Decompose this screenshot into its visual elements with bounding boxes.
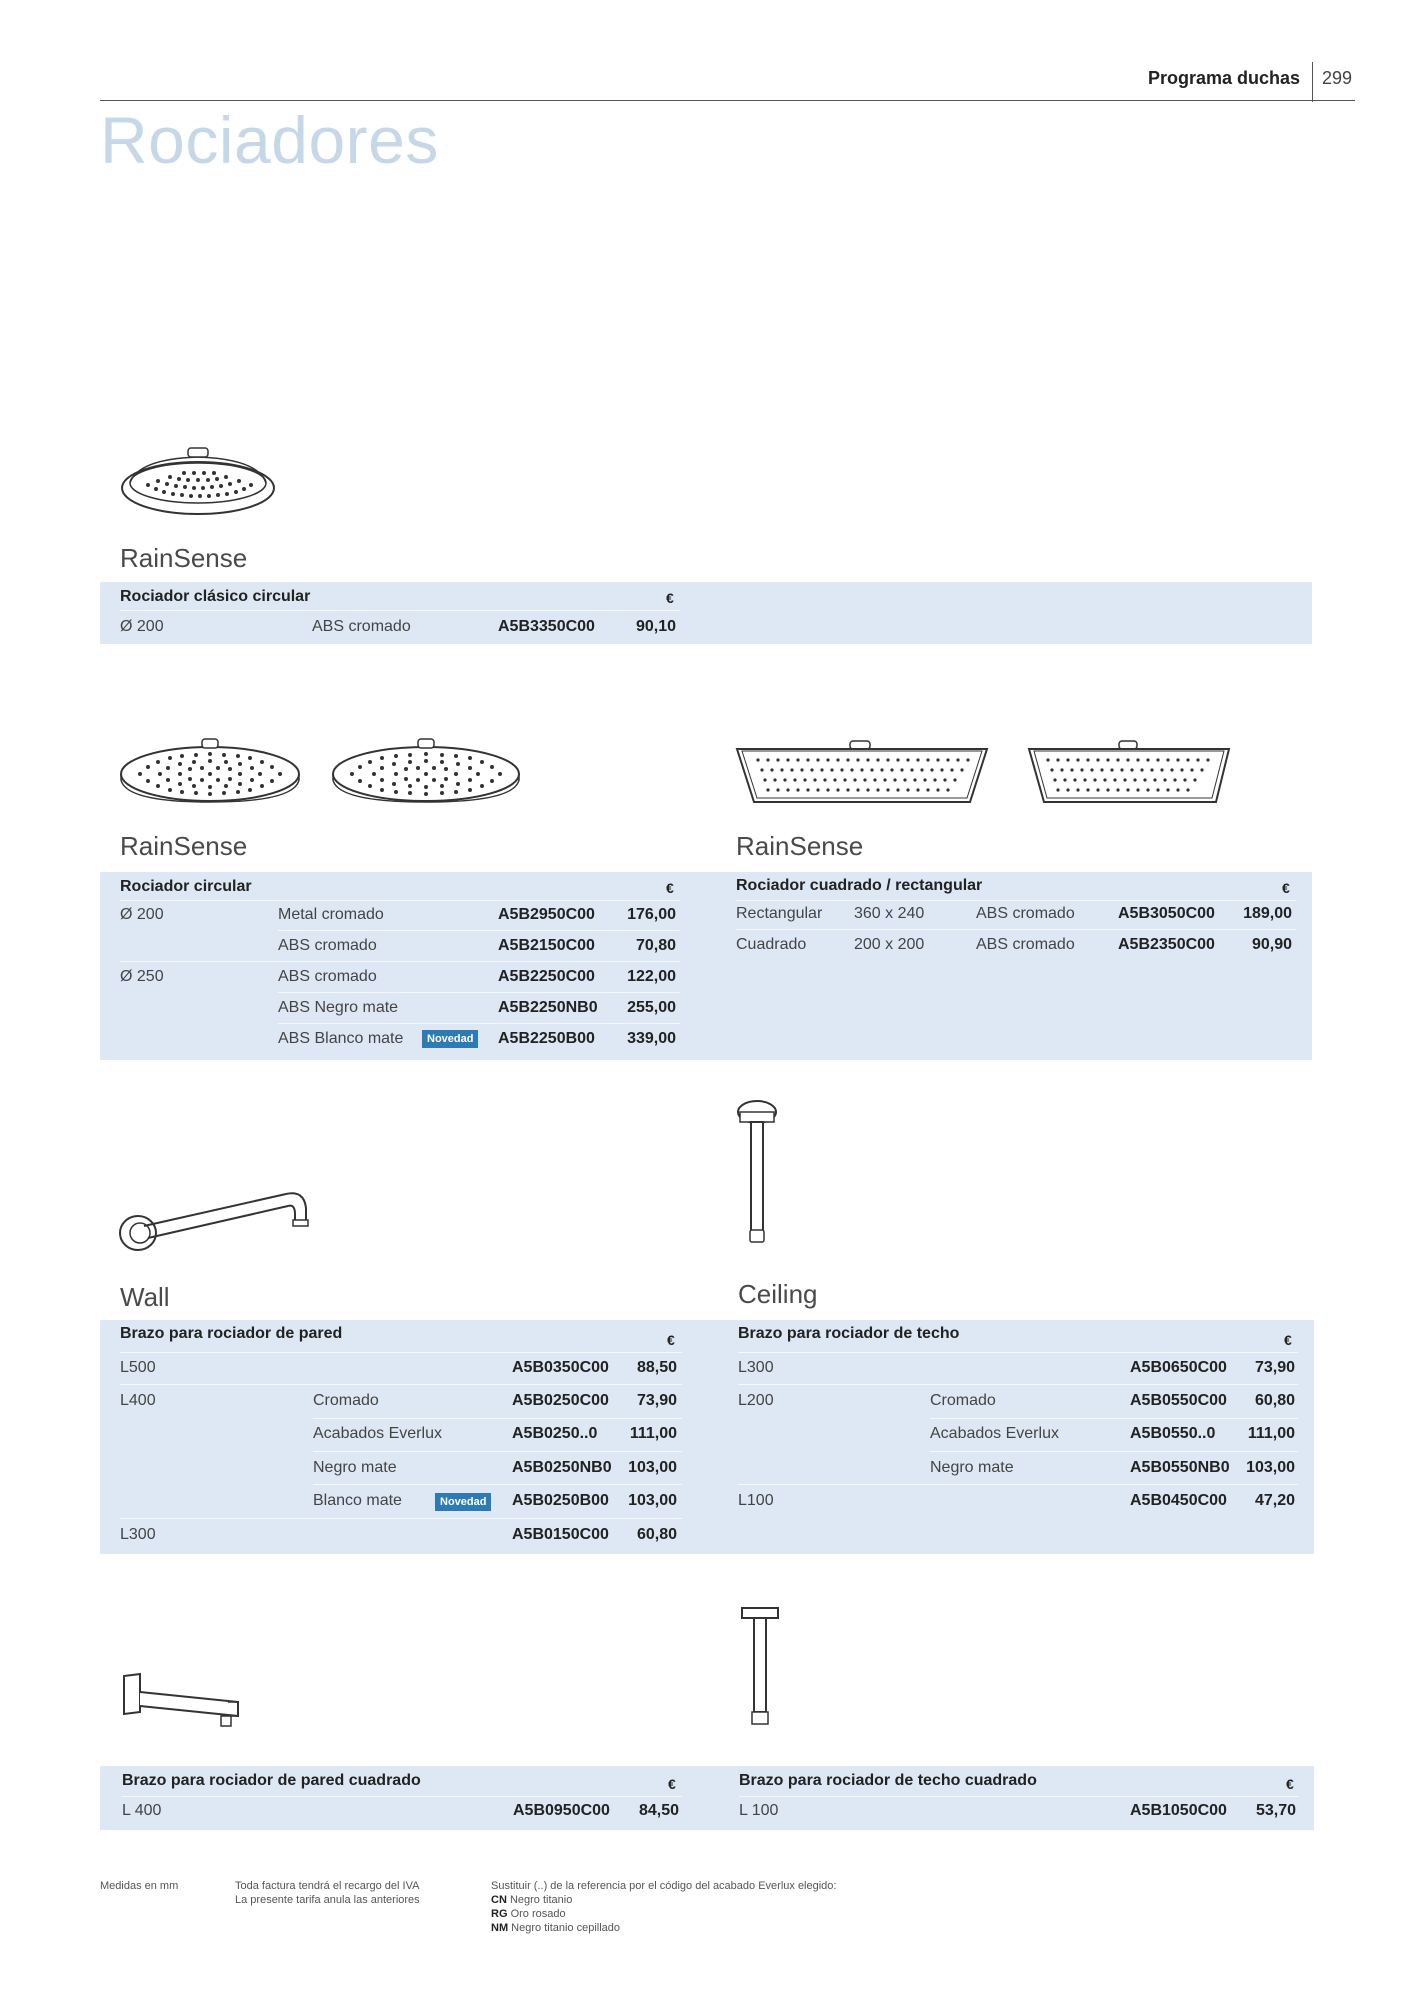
currency-symbol: € — [666, 590, 674, 606]
table-arms — [100, 1320, 1314, 1554]
cell-code: A5B0550C00 — [1130, 1392, 1227, 1409]
cell-finish: ABS cromado — [278, 968, 377, 985]
cell-price: 90,90 — [1251, 936, 1292, 953]
cell-price: 339,00 — [627, 1030, 676, 1047]
cell-price: 73,90 — [1254, 1359, 1295, 1376]
cell-code: A5B2150C00 — [498, 937, 595, 954]
header-rule — [100, 100, 1355, 101]
currency-symbol: € — [668, 1776, 676, 1792]
new-badge: Novedad — [422, 1030, 478, 1048]
row-divider — [120, 961, 680, 962]
cell-code: A5B1050C00 — [1130, 1802, 1227, 1819]
row-divider — [313, 1451, 682, 1452]
finish-code: CN — [491, 1894, 507, 1906]
cell-finish: Cromado — [313, 1392, 379, 1409]
row-divider — [736, 929, 1296, 930]
cell-price: 53,70 — [1255, 1802, 1296, 1819]
classic-shower-head-illustration — [118, 445, 278, 517]
footer-finish-item — [491, 1921, 836, 1935]
cell-price: 103,00 — [628, 1492, 677, 1509]
cell-finish: ABS cromado — [976, 905, 1075, 922]
table-heading-circular: Rociador circular — [120, 878, 252, 895]
finish-code: NM — [491, 1922, 509, 1934]
cell-code: A5B2350C00 — [1118, 936, 1215, 953]
cell-code: A5B0250NB0 — [512, 1459, 612, 1476]
footer-vat-line-2: La presente tarifa anula las anteriores — [235, 1894, 420, 1906]
table-round-square-shower-heads — [100, 872, 1312, 1060]
row-divider — [738, 1484, 1298, 1485]
page-number: 299 — [1322, 68, 1353, 88]
cell-size: L 100 — [739, 1802, 779, 1819]
wall-arm-illustration — [118, 1184, 314, 1254]
currency-symbol: € — [667, 1332, 675, 1348]
cell-price: 88,50 — [636, 1359, 677, 1376]
page-title: Rociadores — [100, 103, 439, 177]
cell-code: A5B2950C00 — [498, 906, 595, 923]
footer-everlux — [491, 1879, 836, 1935]
cell-finish: ABS Negro mate — [278, 999, 399, 1016]
footer-units: Medidas en mm — [100, 1880, 179, 1892]
cell-size: 200 x 200 — [854, 936, 925, 953]
footer-everlux-note: Sustituir (..) de la referencia por el código del acabado Everlux elegido: — [491, 1880, 837, 1892]
cell-price: 84,50 — [638, 1802, 679, 1819]
row-divider — [120, 610, 680, 611]
cell-code: A5B2250NB0 — [498, 999, 598, 1016]
product-name-circular: RainSense — [120, 831, 248, 861]
product-name-ceiling: Ceiling — [738, 1279, 818, 1309]
cell-price: 111,00 — [1247, 1425, 1295, 1442]
cell-finish: ABS cromado — [976, 936, 1075, 953]
table-heading-ceiling-square: Brazo para rociador de techo cuadrado — [739, 1772, 1037, 1789]
row-divider — [930, 1418, 1298, 1419]
cell-finish: Acabados Everlux — [313, 1425, 442, 1442]
footer-vat — [235, 1879, 420, 1907]
cell-size: L200 — [738, 1392, 774, 1409]
row-divider — [278, 1023, 680, 1024]
header-divider — [1312, 62, 1313, 102]
cell-code: A5B0150C00 — [512, 1526, 609, 1543]
cell-size: L 400 — [122, 1802, 162, 1819]
cell-code: A5B0650C00 — [1130, 1359, 1227, 1376]
table-heading-wall: Brazo para rociador de pared — [120, 1325, 343, 1342]
cell-finish: Blanco mate — [313, 1492, 402, 1509]
new-badge: Novedad — [435, 1493, 491, 1511]
table-square-arms — [100, 1766, 1314, 1830]
square-wall-arm-illustration — [120, 1672, 244, 1734]
row-divider — [313, 1484, 682, 1485]
finish-code: RG — [491, 1908, 508, 1920]
cell-price: 122,00 — [627, 968, 676, 985]
row-divider — [738, 1352, 1298, 1353]
footer-vat-line-1: Toda factura tendrá el recargo del IVA — [235, 1880, 420, 1892]
cell-price: 103,00 — [1246, 1459, 1295, 1476]
table-heading-ceiling: Brazo para rociador de techo — [738, 1325, 960, 1342]
ceiling-arm-illustration — [734, 1098, 780, 1246]
product-name-classic: RainSense — [120, 543, 248, 573]
row-divider — [738, 1384, 1298, 1385]
cell-price: 60,80 — [636, 1526, 677, 1543]
row-divider — [739, 1796, 1299, 1797]
footer-finish-item — [491, 1907, 836, 1921]
cell-price: 255,00 — [627, 999, 676, 1016]
finish-name: Negro titanio — [509, 1894, 573, 1906]
cell-price: 176,00 — [627, 906, 676, 923]
round-shower-head-250-illustration — [330, 736, 522, 806]
cell-shape: Cuadrado — [736, 936, 807, 953]
cell-size: 360 x 240 — [854, 905, 925, 922]
cell-finish: Cromado — [930, 1392, 996, 1409]
cell-code: A5B0950C00 — [513, 1802, 610, 1819]
cell-code: A5B0250B00 — [512, 1492, 609, 1509]
cell-size: Ø 200 — [120, 906, 164, 923]
cell-code: A5B0450C00 — [1130, 1492, 1227, 1509]
cell-price: 189,00 — [1243, 905, 1292, 922]
currency-symbol: € — [1284, 1332, 1292, 1348]
cell-finish: Metal cromado — [278, 906, 384, 923]
finish-name: Negro titanio cepillado — [511, 1922, 621, 1934]
cell-size: Ø 250 — [120, 968, 164, 985]
table-classic-round — [100, 582, 1312, 644]
cell-price: 60,80 — [1254, 1392, 1295, 1409]
round-shower-head-200-illustration — [118, 736, 302, 806]
cell-size: L400 — [120, 1392, 156, 1409]
cell-size: L300 — [120, 1526, 156, 1543]
finish-name: Oro rosado — [510, 1908, 566, 1920]
square-ceiling-arm-illustration — [738, 1604, 782, 1730]
cell-size: Ø 200 — [120, 618, 164, 635]
currency-symbol: € — [1282, 880, 1290, 896]
cell-code: A5B3050C00 — [1118, 905, 1215, 922]
table-heading-square: Rociador cuadrado / rectangular — [736, 877, 983, 894]
cell-finish: ABS cromado — [278, 937, 377, 954]
cell-price: 90,10 — [635, 618, 676, 635]
currency-symbol: € — [1286, 1776, 1294, 1792]
cell-finish: Negro mate — [313, 1459, 397, 1476]
cell-size: L500 — [120, 1359, 156, 1376]
cell-finish: Acabados Everlux — [930, 1425, 1059, 1442]
row-divider — [930, 1451, 1298, 1452]
section-title: Programa duchas — [1147, 68, 1300, 88]
row-divider — [120, 1518, 682, 1519]
cell-finish: Negro mate — [930, 1459, 1014, 1476]
currency-symbol: € — [666, 880, 674, 896]
row-divider — [278, 992, 680, 993]
row-divider — [278, 930, 680, 931]
row-divider — [736, 900, 1296, 901]
table-heading: Rociador clásico circular — [120, 588, 311, 605]
cell-finish: ABS cromado — [312, 618, 411, 635]
cell-size: L300 — [738, 1359, 774, 1376]
cell-code: A5B0250..0 — [512, 1425, 598, 1442]
cell-code: A5B2250B00 — [498, 1030, 595, 1047]
rectangular-shower-head-illustration — [734, 740, 990, 806]
row-divider — [120, 1384, 682, 1385]
row-divider — [313, 1418, 682, 1419]
cell-price: 47,20 — [1254, 1492, 1295, 1509]
product-name-square: RainSense — [736, 831, 864, 861]
footer-finish-item — [491, 1893, 836, 1907]
square-shower-head-illustration — [1026, 740, 1232, 806]
cell-shape: Rectangular — [736, 905, 823, 922]
cell-price: 103,00 — [628, 1459, 677, 1476]
row-divider — [120, 900, 680, 901]
cell-code: A5B2250C00 — [498, 968, 595, 985]
cell-code: A5B0350C00 — [512, 1359, 609, 1376]
row-divider — [122, 1796, 682, 1797]
cell-price: 73,90 — [636, 1392, 677, 1409]
cell-code: A5B0250C00 — [512, 1392, 609, 1409]
cell-price: 70,80 — [635, 937, 676, 954]
table-heading-wall-square: Brazo para rociador de pared cuadrado — [122, 1772, 421, 1789]
cell-price: 111,00 — [629, 1425, 677, 1442]
cell-finish: ABS Blanco mate — [278, 1030, 404, 1047]
cell-code: A5B0550..0 — [1130, 1425, 1216, 1442]
cell-code: A5B3350C00 — [498, 618, 595, 635]
cell-code: A5B0550NB0 — [1130, 1459, 1230, 1476]
cell-size: L100 — [738, 1492, 774, 1509]
row-divider — [120, 1352, 682, 1353]
product-name-wall: Wall — [120, 1282, 170, 1312]
